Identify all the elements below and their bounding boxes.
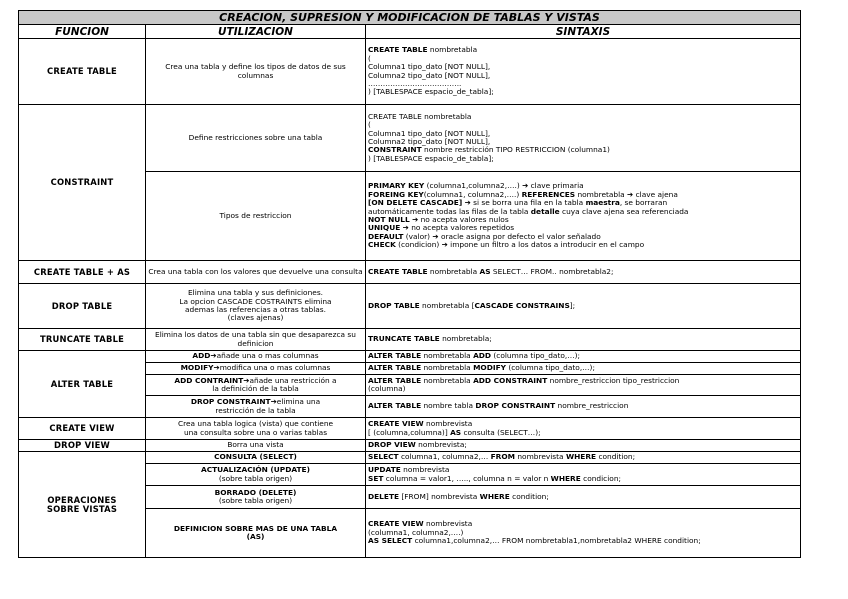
sql-reference-table	[18, 10, 801, 558]
utilizacion-alter-add-constraint: ADD CONTRAINT➔añade una restricción a la definición de la tabla	[146, 375, 366, 396]
sintaxis-op-actualizacion: UPDATE nombrevista SET columna = valor1, ….., columna n = valor n WHERE condicion;	[366, 464, 801, 486]
arrow-icon: ➔	[213, 363, 220, 373]
sintaxis-alter-add: ALTER TABLE nombretabla ADD (columna tipo_dato,…);	[366, 351, 801, 363]
utilizacion-drop-view: Borra una vista	[146, 440, 366, 452]
arrow-icon: ➔	[464, 198, 471, 208]
sintaxis-truncate-table: TRUNCATE TABLE nombretabla;	[366, 329, 801, 351]
sintaxis-constraint-define: CREATE TABLE nombretabla ( Columna1 tipo_dato [NOT NULL], Columna2 tipo_dato [NOT NULL], CONSTRAINT nombre restricción TIPO RESTRICCION (columna1) ) [TABLESPACE espacio_de_tabla];	[366, 105, 801, 172]
row-drop-table	[19, 284, 801, 329]
row-create-table-as	[19, 261, 801, 284]
arrow-icon: ➔	[522, 181, 529, 191]
sintaxis-op-definicion: CREATE VIEW nombrevista (columna1, columna2,….) AS SELECT columna1,columna2,… FROM nombretabla1,nombretabla2 WHERE condition;	[366, 509, 801, 558]
arrow-icon: ➔	[270, 397, 277, 407]
utilizacion-create-table-as: Crea una tabla con los valores que devuelve una consulta	[146, 261, 366, 284]
utilizacion-op-definicion: DEFINICION SOBRE MAS DE UNA TABLA (AS)	[146, 509, 366, 558]
funcion-drop-table: DROP TABLE	[19, 284, 146, 329]
row-constraint-define	[19, 105, 801, 172]
sintaxis-op-borrado: DELETE [FROM] nombrevista WHERE condition;	[366, 486, 801, 509]
utilizacion-alter-modify: MODIFY➔modifica una o mas columnas	[146, 363, 366, 375]
funcion-create-table-as: CREATE TABLE + AS	[19, 261, 146, 284]
utilizacion-alter-drop-constraint: DROP CONSTRAINT➔elimina una restricción de la tabla	[146, 396, 366, 418]
row-truncate-table	[19, 329, 801, 351]
utilizacion-create-view: Crea una tabla logica (vista) que contiene una consulta sobre una o varias tablas	[146, 418, 366, 440]
funcion-truncate-table: TRUNCATE TABLE	[19, 329, 146, 351]
funcion-operaciones-vistas: OPERACIONES SOBRE VISTAS	[19, 452, 146, 558]
utilizacion-create-table: Crea una tabla y define los tipos de datos de sus columnas	[146, 39, 366, 105]
utilizacion-op-actualizacion: ACTUALIZACIÓN (UPDATE) (sobre tabla origen)	[146, 464, 366, 486]
sintaxis-alter-modify: ALTER TABLE nombretabla MODIFY (columna tipo_dato,…);	[366, 363, 801, 375]
utilizacion-op-borrado: BORRADO (DELETE) (sobre tabla origen)	[146, 486, 366, 509]
arrow-icon: ➔	[243, 375, 250, 385]
arrow-icon: ➔	[412, 215, 419, 224]
funcion-constraint: CONSTRAINT	[19, 105, 146, 261]
arrow-icon: ➔	[210, 351, 217, 361]
arrow-icon: ➔	[627, 189, 634, 199]
row-op-consulta	[19, 452, 801, 464]
arrow-icon: ➔	[402, 223, 409, 233]
utilizacion-constraint-types: Tipos de restriccion	[146, 172, 366, 261]
row-drop-view	[19, 440, 801, 452]
funcion-drop-view: DROP VIEW	[19, 440, 146, 452]
row-create-table	[19, 39, 801, 105]
sintaxis-alter-add-constraint: ALTER TABLE nombretabla ADD CONSTRAINT nombre_restriccion tipo_restriccion (columna)	[366, 375, 801, 396]
sintaxis-create-table: CREATE TABLE nombretabla ( Columna1 tipo_dato [NOT NULL], Columna2 tipo_dato [NOT NULL], ……………………………….. ) [TABLESPACE espacio_de_tabla];	[366, 39, 801, 105]
funcion-create-table: CREATE TABLE	[19, 39, 146, 105]
header-sintaxis: SINTAXIS	[366, 25, 801, 39]
utilizacion-truncate-table: Elimina los datos de una tabla sin que desaparezca su definicion	[146, 329, 366, 351]
table-title: CREACION, SUPRESION Y MODIFICACION DE TABLAS Y VISTAS	[19, 11, 801, 25]
sintaxis-constraint-types: PRIMARY KEY (columna1,columna2,….) ➔ clave primaria FOREING KEY(columna1, columna2,….) REFERENCES nombretabla ➔ clave ajena [ON DELETE CASCADE] ➔ si se borra una fila en la tabla maestra, se borraran automáticamente todas las filas de la tabla detalle cuya clave ajena sea referenciada NOT NULL ➔ no acepta valores nulos UNIQUE ➔ no acepta valores repetidos DEFAULT (valor) ➔ oracle asigna por defecto el valor señalado CHECK (condicion) ➔ impone un filtro a los datos a introducir en el campo	[366, 172, 801, 261]
sintaxis-create-view: CREATE VIEW nombrevista [ (columna,columna)] AS consulta (SELECT…);	[366, 418, 801, 440]
row-create-view	[19, 418, 801, 440]
utilizacion-op-consulta: CONSULTA (SELECT)	[146, 452, 366, 464]
utilizacion-constraint-define: Define restricciones sobre una tabla	[146, 105, 366, 172]
header-utilizacion: UTILIZACION	[146, 25, 366, 39]
sintaxis-create-table-as: CREATE TABLE nombretabla AS SELECT… FROM.. nombretabla2;	[366, 261, 801, 284]
funcion-create-view: CREATE VIEW	[19, 418, 146, 440]
sintaxis-op-consulta: SELECT columna1, columna2,… FROM nombrevista WHERE condition;	[366, 452, 801, 464]
utilizacion-alter-add: ADD➔añade una o mas columnas	[146, 351, 366, 363]
utilizacion-drop-table: Elimina una tabla y sus definiciones. La opcion CASCADE COSTRAINTS elimina ademas las referencias a otras tablas. (claves ajenas)	[146, 284, 366, 329]
arrow-icon: ➔	[432, 231, 439, 241]
header-funcion: FUNCION	[19, 25, 146, 39]
funcion-alter-table: ALTER TABLE	[19, 351, 146, 418]
sintaxis-alter-drop-constraint: ALTER TABLE nombre tabla DROP CONSTRAINT nombre_restriccion	[366, 396, 801, 418]
row-alter-add	[19, 351, 801, 363]
sintaxis-drop-table: DROP TABLE nombretabla [CASCADE CONSTRAINS];	[366, 284, 801, 329]
sintaxis-drop-view: DROP VIEW nombrevista;	[366, 440, 801, 452]
arrow-icon: ➔	[441, 240, 448, 250]
